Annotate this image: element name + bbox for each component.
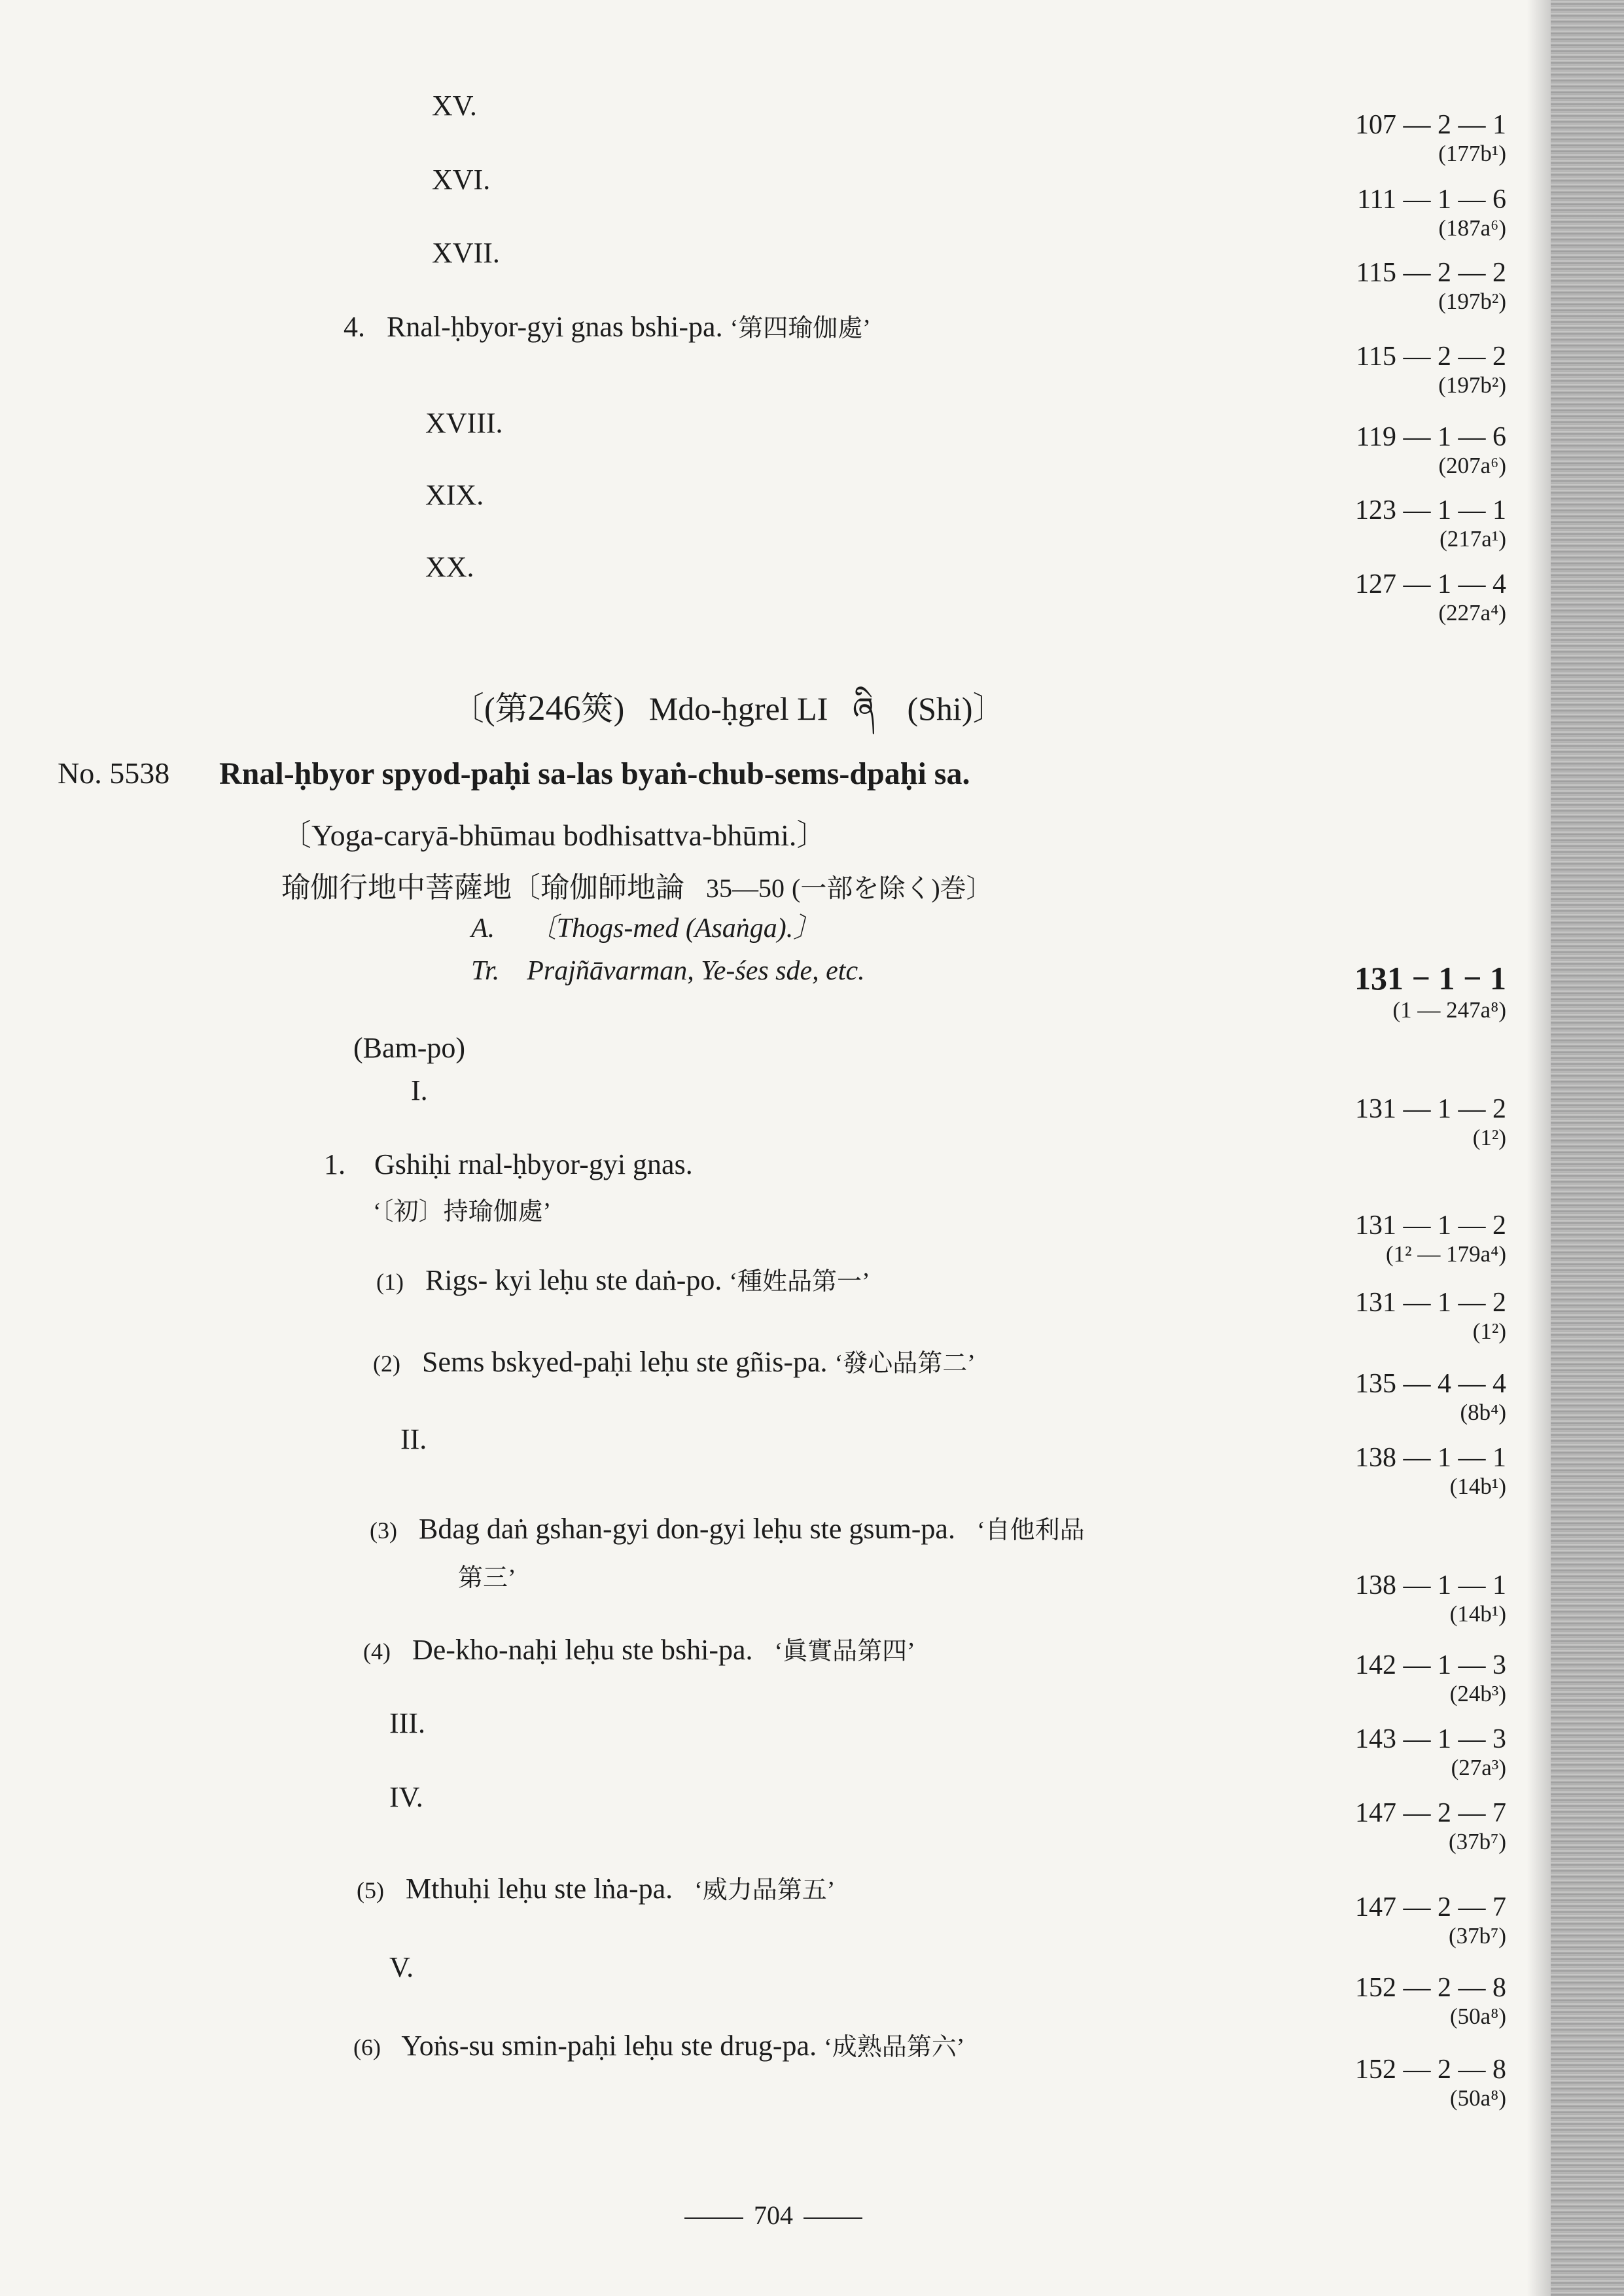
translator-label: Tr. [471,956,500,986]
chapter-title: Rigs- kyi leḥu ste daṅ-po. [425,1264,722,1296]
chapter-cjk: ‘眞實品第四’ [774,1638,915,1665]
ref-block [1355,1369,1506,1426]
tibetan-glyph: ཞི [852,691,875,728]
ref-block [1355,1094,1506,1152]
roman-xv: XV. [432,90,477,122]
entry-sanskrit: 〔Yoga-caryā-bhūmau bodhisattva-bhūmi.〕 [281,819,827,852]
roman-xvi: XVI. [432,164,491,196]
ref-main: 111 — 1 — 6 [1357,185,1506,215]
subsection-title: Gshiḥi rnal-ḥbyor-gyi gnas. [374,1148,693,1180]
ref-sub: (14b¹) [1449,1474,1506,1500]
section-cjk: ‘第四瑜伽處’ [730,315,871,342]
ref-block [1355,1210,1506,1268]
ref-sub: (197b²) [1438,289,1506,315]
ref-sub: (187a⁶) [1438,215,1506,241]
ref-block [1355,1443,1506,1500]
chapter-number: (1) [376,1269,404,1295]
entry-number: No. 5538 [58,756,170,790]
ref-sub: (24b³) [1449,1681,1506,1707]
chapter-1-line [376,1266,870,1295]
section-header [451,674,1005,762]
ref-sub: (50a⁸) [1449,2004,1506,2030]
roman-xx: XX. [425,551,474,583]
translator-names: Prajñāvarman, Ye-śes sde, etc. [527,956,865,986]
footer-dash-left [684,2217,743,2219]
footer-dash-right [803,2217,862,2219]
subsection-number: 1. [324,1148,345,1180]
chapter-cjk-cont: 第三’ [458,1564,516,1592]
subsection-cjk: ‘〔初〕持瑜伽處’ [373,1198,552,1226]
chapter-title: Mthuḥi leḥu ste lṅa-pa. [405,1873,673,1905]
ref-main: 152 — 2 — 8 [1355,1973,1506,2003]
chapter-5-line [357,1875,835,1903]
ref-main: 115 — 2 — 2 [1356,258,1506,288]
scan-page-edge [1551,0,1624,2296]
ref-sub: (207a⁶) [1438,453,1506,479]
chapter-title: Bdag daṅ gshan-gyi don-gyi leḥu ste gsum-pa. [418,1513,955,1545]
ref-block [1355,1288,1506,1345]
ref-sub: (217a¹) [1439,526,1506,552]
ref-main: 142 — 1 — 3 [1355,1650,1506,1680]
chapter-title: De-kho-naḥi leḥu ste bshi-pa. [412,1634,753,1666]
ref-main: 107 — 2 — 1 [1355,110,1506,140]
header-open: 〔(第 [451,690,528,727]
ref-sub: (1²) [1472,1318,1506,1345]
section-4-line [344,313,871,342]
roman-xix: XIX. [425,479,484,511]
subsection-1-line [324,1150,693,1179]
chapter-cjk: ‘種姓品第一’ [729,1268,870,1296]
ref-main: 138 — 1 — 1 [1355,1443,1506,1473]
ref-block [1357,185,1506,242]
roman-ii: II. [400,1423,427,1455]
section-number: 4. [344,311,365,343]
entry-chinese-tail: (一部を除く)巻〕 [792,874,993,903]
ref-sub: (1² — 179a⁴) [1385,1241,1506,1267]
ref-block [1355,1724,1506,1782]
section-title: Rnal-ḥbyor-gyi gnas bshi-pa. [387,311,723,343]
ref-main: 131 — 1 — 2 [1355,1288,1506,1318]
entry-chinese-range: 35—50 [706,874,785,903]
ref-main: 131 — 1 — 2 [1355,1094,1506,1124]
roman-iv: IV. [389,1781,423,1813]
ref-block [1355,110,1506,168]
author-name: 〔Thogs-med (Asaṅga).〕 [529,913,821,944]
ref-block [1356,422,1506,480]
scan-edge-shadow [1527,0,1551,2296]
bampo-label: (Bam-po) [353,1032,466,1064]
ref-sub: (8b⁴) [1460,1400,1506,1426]
ref-main: 127 — 1 — 4 [1355,569,1506,599]
entry-ref-block [1354,961,1506,1024]
ref-main: 147 — 2 — 7 [1355,1798,1506,1828]
header-volume: 246 [527,688,581,728]
chapter-cjk: ‘自他利品 [976,1517,1085,1544]
roman-xviii: XVIII. [425,407,503,439]
header-volume-suffix: 筴) [580,690,625,727]
chapter-number: (2) [373,1351,400,1377]
ref-block [1355,1798,1506,1856]
ref-sub: (1²) [1472,1125,1506,1151]
ref-sub: (1 — 247a⁸) [1392,997,1506,1023]
ref-block [1355,1570,1506,1628]
ref-block [1356,342,1506,399]
ref-sub: (37b⁷) [1448,1923,1506,1949]
chapter-2-line [373,1348,976,1377]
ref-block [1355,495,1506,553]
chapter-3-line [370,1515,1085,1544]
chapter-cjk: ‘成熟品第六’ [824,2034,965,2061]
chapter-6-line [353,2032,964,2060]
ref-main: 119 — 1 — 6 [1356,422,1506,452]
ref-sub: (177b¹) [1438,141,1506,167]
ref-block [1355,1892,1506,1950]
ref-sub: (50a⁸) [1449,2085,1506,2111]
ref-main: 123 — 1 — 1 [1355,495,1506,525]
roman-iii: III. [389,1707,425,1739]
header-close: (Shi)〕 [907,690,1006,727]
chapter-cjk: ‘威力品第五’ [694,1877,836,1904]
ref-main: 115 — 2 — 2 [1356,342,1506,372]
roman-xvii: XVII. [432,237,500,269]
ref-main: 135 — 4 — 4 [1355,1369,1506,1399]
ref-main: 131 − 1 − 1 [1354,960,1506,997]
translator-line [471,955,865,987]
chapter-number: (3) [370,1517,397,1544]
header-title: Mdo-ḥgrel LI [648,690,828,727]
ref-sub: (27a³) [1451,1755,1506,1781]
chapter-number: (5) [357,1877,384,1903]
ref-block [1356,258,1506,315]
chapter-4-line [363,1636,915,1665]
ref-sub: (227a⁴) [1438,600,1506,626]
ref-sub: (197b²) [1438,372,1506,398]
ref-block [1355,1650,1506,1708]
entry-title: Rnal-ḥbyor spyod-paḥi sa-las byaṅ-chub-sems-dpaḥi sa. [219,756,970,791]
roman-v: V. [389,1951,414,1983]
chapter-title: Yoṅs-su smin-paḥi leḥu ste drug-pa. [401,2030,817,2062]
page-footer [674,2200,873,2231]
author-line [471,906,821,945]
roman-i: I. [411,1074,428,1106]
ref-main: 143 — 1 — 3 [1355,1724,1506,1754]
chapter-cjk: ‘發心品第二’ [834,1350,976,1377]
ref-sub: (37b⁷) [1448,1829,1506,1855]
ref-main: 152 — 2 — 8 [1355,2055,1506,2085]
entry-chinese-line [281,864,993,906]
chapter-number: (4) [363,1638,391,1665]
ref-block [1355,1973,1506,2030]
ref-main: 147 — 2 — 7 [1355,1892,1506,1922]
ref-main: 131 — 1 — 2 [1355,1210,1506,1241]
author-label: A. [471,913,495,944]
ref-sub: (14b¹) [1449,1601,1506,1627]
chapter-title: Sems bskyed-paḥi leḥu ste gñis-pa. [421,1346,828,1378]
ref-main: 138 — 1 — 1 [1355,1570,1506,1600]
ref-block [1355,2055,1506,2112]
entry-chinese: 瑜伽行地中菩薩地〔瑜伽師地論 [281,872,684,904]
chapter-number: (6) [353,2034,381,2060]
page-number: 704 [754,2200,793,2230]
ref-block [1355,569,1506,627]
